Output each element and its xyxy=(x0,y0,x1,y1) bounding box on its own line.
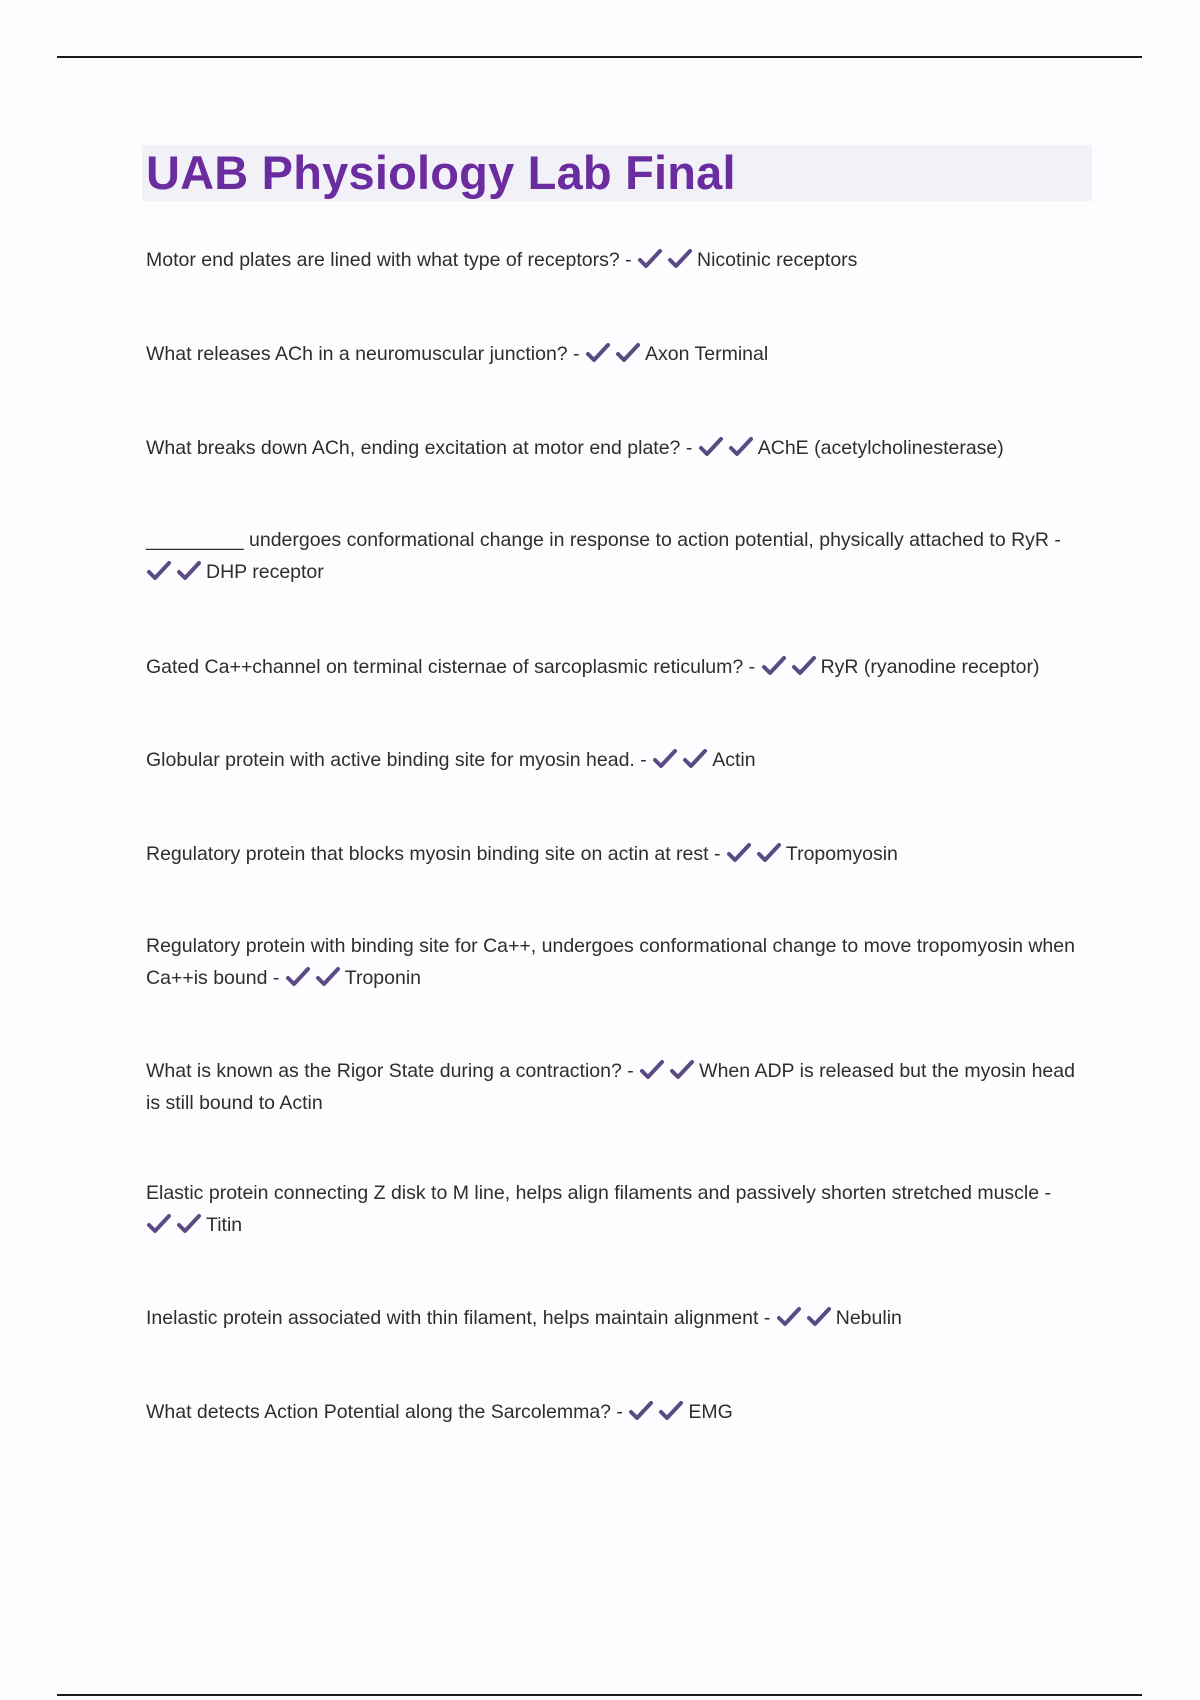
answer-text: Nicotinic receptors xyxy=(697,249,858,271)
question-text: Globular protein with active binding site for myosin head. - xyxy=(146,749,647,771)
qa-item xyxy=(146,930,1086,994)
check-icon xyxy=(658,1400,684,1422)
qa-item xyxy=(146,1302,1086,1334)
check-icon xyxy=(669,1059,695,1081)
double-check-icons xyxy=(698,437,758,459)
answer-text: RyR (ryanodine receptor) xyxy=(820,656,1040,678)
check-icon xyxy=(639,1059,665,1081)
check-icon xyxy=(776,1306,802,1328)
question-text: Motor end plates are lined with what type of receptors? - xyxy=(146,249,632,271)
qa-item xyxy=(146,432,1086,464)
check-icon xyxy=(315,966,341,988)
double-check-icons xyxy=(776,1307,836,1329)
check-icon xyxy=(667,248,693,270)
qa-item xyxy=(146,744,1086,776)
check-icon xyxy=(176,1213,202,1235)
qa-item xyxy=(146,1396,1086,1428)
check-icon xyxy=(146,1213,172,1235)
qa-item xyxy=(146,651,1086,683)
check-icon xyxy=(698,436,724,458)
qa-item xyxy=(146,244,1086,276)
qa-item xyxy=(146,1055,1086,1119)
check-icon xyxy=(761,655,787,677)
header-rule xyxy=(57,56,1142,58)
answer-text: EMG xyxy=(688,1401,733,1423)
answer-text: DHP receptor xyxy=(206,561,324,583)
question-text: What breaks down ACh, ending excitation at motor end plate? - xyxy=(146,437,693,459)
question-text: Inelastic protein associated with thin filament, helps maintain alignment - xyxy=(146,1307,771,1329)
answer-text: When ADP is released but the myosin head is still bound to Actin xyxy=(146,1060,1075,1114)
check-icon xyxy=(285,966,311,988)
double-check-icons xyxy=(628,1401,688,1423)
check-icon xyxy=(146,560,172,582)
double-check-icons xyxy=(146,561,206,583)
double-check-icons xyxy=(637,249,697,271)
check-icon xyxy=(806,1306,832,1328)
answer-text: Nebulin xyxy=(835,1307,902,1329)
qa-item xyxy=(146,1177,1086,1241)
check-icon xyxy=(728,436,754,458)
qa-item xyxy=(146,338,1086,370)
check-icon xyxy=(176,560,202,582)
answer-text: Titin xyxy=(206,1214,243,1236)
question-text: Gated Ca++channel on terminal cisternae of sarcoplasmic reticulum? - xyxy=(146,656,756,678)
double-check-icons xyxy=(761,656,821,678)
check-icon xyxy=(637,248,663,270)
question-text: _________ undergoes conformational change in response to action potential, physically attached to RyR - xyxy=(146,529,1061,551)
double-check-icons xyxy=(285,967,345,989)
check-icon xyxy=(652,748,678,770)
question-text: Elastic protein connecting Z disk to M line, helps align filaments and passively shorten stretched muscle - xyxy=(146,1182,1052,1204)
page-title: UAB Physiology Lab Final xyxy=(146,146,736,199)
question-text: What releases ACh in a neuromuscular junction? - xyxy=(146,343,580,365)
double-check-icons xyxy=(652,749,712,771)
check-icon xyxy=(628,1400,654,1422)
answer-text: AChE (acetylcholinesterase) xyxy=(757,437,1004,459)
double-check-icons xyxy=(639,1060,699,1082)
question-text: What detects Action Potential along the Sarcolemma? - xyxy=(146,1401,623,1423)
double-check-icons xyxy=(585,343,645,365)
qa-item xyxy=(146,524,1086,588)
answer-text: Actin xyxy=(712,749,756,771)
question-text: Regulatory protein with binding site for Ca++, undergoes conformational change to move tropomyosin when Ca++is bound - xyxy=(146,935,1075,989)
check-icon xyxy=(615,342,641,364)
answer-text: Troponin xyxy=(344,967,422,989)
answer-text: Tropomyosin xyxy=(785,843,898,865)
check-icon xyxy=(791,655,817,677)
double-check-icons xyxy=(726,843,786,865)
question-text: Regulatory protein that blocks myosin binding site on actin at rest - xyxy=(146,843,721,865)
check-icon xyxy=(682,748,708,770)
check-icon xyxy=(585,342,611,364)
double-check-icons xyxy=(146,1214,206,1236)
check-icon xyxy=(756,842,782,864)
check-icon xyxy=(726,842,752,864)
qa-item xyxy=(146,838,1086,870)
footer-rule xyxy=(57,1694,1142,1696)
question-text: What is known as the Rigor State during a contraction? - xyxy=(146,1060,634,1082)
answer-text: Axon Terminal xyxy=(644,343,769,365)
